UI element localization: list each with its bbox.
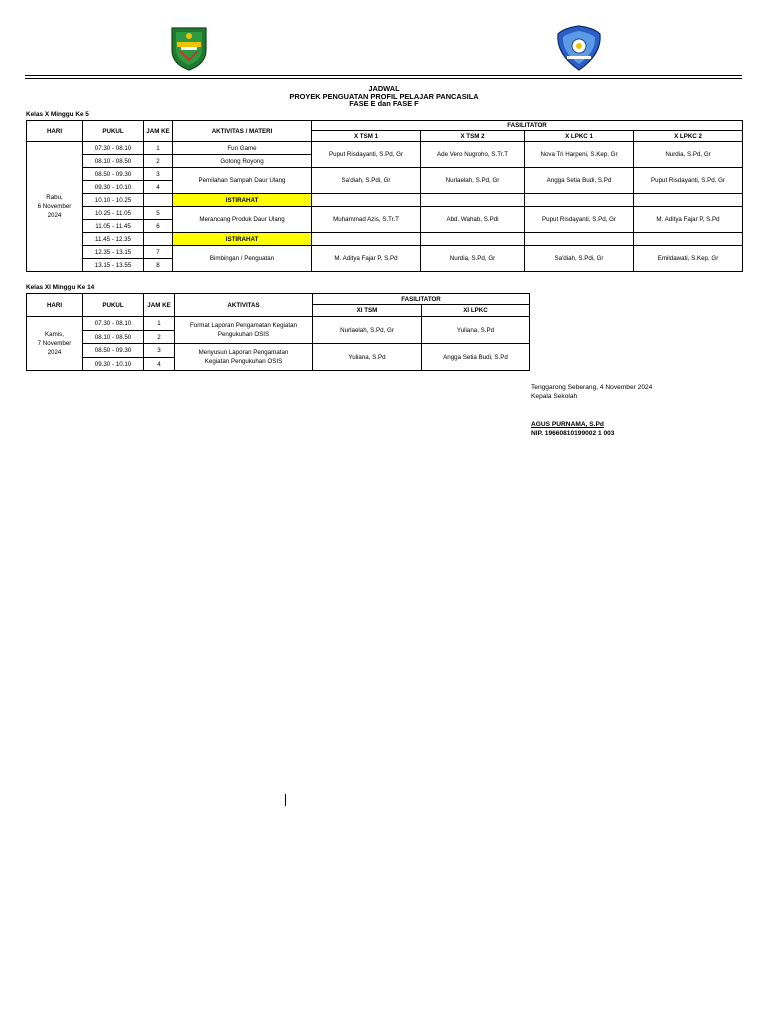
empty-cell bbox=[312, 233, 421, 246]
facilitator-cell: Yuliana, S.Pd bbox=[313, 344, 422, 371]
schedule-table-xi bbox=[26, 293, 530, 371]
header-aktivitas: AKTIVITAS / MATERI bbox=[173, 121, 312, 142]
jam-cell: 5 bbox=[144, 207, 173, 220]
facilitator-cell: Sa'diah, S.Pdi, Gr bbox=[525, 246, 634, 272]
jam-cell: 2 bbox=[144, 155, 173, 168]
provincial-emblem-icon bbox=[166, 24, 212, 72]
header-fasilitator: FASILITATOR bbox=[313, 294, 530, 305]
header-class: XI LPKC bbox=[422, 305, 530, 317]
header-pukul: PUKUL bbox=[83, 121, 144, 142]
empty-cell bbox=[525, 233, 634, 246]
facilitator-cell: Ade Vero Nugroho, S.Tr.T bbox=[421, 142, 525, 168]
time-cell: 09.30 - 10.10 bbox=[83, 181, 144, 194]
signature-place-date: Tenggarong Seberang, 4 November 2024 bbox=[531, 384, 653, 391]
empty-cell bbox=[634, 233, 743, 246]
activity-cell: Pemilahan Sampah Daur Ulang bbox=[173, 168, 312, 194]
time-cell: 08.10 - 08.50 bbox=[83, 155, 144, 168]
time-cell: 13.15 - 13.55 bbox=[83, 259, 144, 272]
time-cell: 09.30 - 10.10 bbox=[83, 358, 144, 371]
empty-cell bbox=[634, 194, 743, 207]
section2-label: Kelas XI Minggu Ke 14 bbox=[26, 284, 95, 291]
facilitator-cell: Angga Setia Budi, S.Pd bbox=[525, 168, 634, 194]
facilitator-cell: Abd. Wahab, S.Pdi bbox=[421, 207, 525, 233]
jam-cell: 3 bbox=[144, 168, 173, 181]
header-class: X LPKC 1 bbox=[525, 131, 634, 142]
header-pukul: PUKUL bbox=[83, 294, 144, 317]
facilitator-cell: Puput Risdayanti, S.Pd, Gr bbox=[525, 207, 634, 233]
jam-cell: 3 bbox=[144, 344, 175, 358]
school-emblem-icon bbox=[554, 24, 604, 72]
facilitator-cell: M. Aditya Fajar P, S.Pd bbox=[634, 207, 743, 233]
time-cell: 10.10 - 10.25 bbox=[83, 194, 144, 207]
document-subtitle: PROYEK PENGUATAN PROFIL PELAJAR PANCASILA bbox=[289, 91, 479, 101]
facilitator-cell: Emildawati, S.Kep, Gr bbox=[634, 246, 743, 272]
empty-cell bbox=[421, 194, 525, 207]
header-rule-thick bbox=[25, 75, 742, 76]
header-class: X TSM 1 bbox=[312, 131, 421, 142]
jam-cell bbox=[144, 233, 173, 246]
header-jam-ke: JAM KE bbox=[144, 294, 175, 317]
facilitator-cell: Sa'diah, S.Pdi, Gr bbox=[312, 168, 421, 194]
text-cursor bbox=[285, 794, 286, 806]
header-hari: HARI bbox=[27, 121, 83, 142]
jam-cell: 4 bbox=[144, 181, 173, 194]
time-cell: 08.50 - 09.30 bbox=[83, 344, 144, 358]
facilitator-cell: Yuliana, S.Pd bbox=[422, 317, 530, 344]
time-cell: 11.05 - 11.45 bbox=[83, 220, 144, 233]
time-cell: 08.50 - 09.30 bbox=[83, 168, 144, 181]
time-cell: 07.30 - 08.10 bbox=[83, 142, 144, 155]
activity-cell: Merancang Produk Daur Ulang bbox=[173, 207, 312, 233]
break-cell: ISTIRAHAT bbox=[173, 233, 312, 246]
activity-cell: Bimbingan / Penguatan bbox=[173, 246, 312, 272]
activity-cell: Menyusun Laporan Pengamatan Kegiatan Pengukuhan OSIS bbox=[175, 344, 313, 371]
facilitator-cell: Nurlaelah, S.Pd, Gr bbox=[313, 317, 422, 344]
header-fasilitator: FASILITATOR bbox=[312, 121, 743, 131]
jam-cell: 1 bbox=[144, 142, 173, 155]
signature-block bbox=[531, 383, 652, 401]
facilitator-cell: Nurlaelah, S.Pd, Gr bbox=[421, 168, 525, 194]
empty-cell bbox=[525, 194, 634, 207]
document-phase: FASE E dan FASE F bbox=[349, 99, 419, 109]
signature-name: AGUS PURNAMA, S.Pd bbox=[531, 421, 604, 428]
jam-cell: 2 bbox=[144, 331, 175, 344]
jam-cell: 7 bbox=[144, 246, 173, 259]
signature-position: Kepala Sekolah bbox=[531, 393, 578, 400]
time-cell: 07.30 - 08.10 bbox=[83, 317, 144, 331]
header-class: X TSM 2 bbox=[421, 131, 525, 142]
day-cell: Rabu, 6 November 2024 bbox=[27, 142, 83, 272]
activity-cell: Format Laporan Pengamatan Kegiatan Pengukuhan OSIS bbox=[175, 317, 313, 344]
empty-cell bbox=[312, 194, 421, 207]
header-rule-thin bbox=[25, 78, 742, 79]
jam-cell: 1 bbox=[144, 317, 175, 331]
header-jam-ke: JAM KE bbox=[144, 121, 173, 142]
activity-cell: Fun Game bbox=[173, 142, 312, 155]
header-hari: HARI bbox=[27, 294, 83, 317]
facilitator-cell: M. Aditya Fajar P, S.Pd bbox=[312, 246, 421, 272]
facilitator-cell: Nurdia, S.Pd, Gr bbox=[421, 246, 525, 272]
jam-cell bbox=[144, 194, 173, 207]
facilitator-cell: Angga Setia Budi, S.Pd bbox=[422, 344, 530, 371]
empty-cell bbox=[421, 233, 525, 246]
time-cell: 10.25 - 11.05 bbox=[83, 207, 144, 220]
header-class: XI TSM bbox=[313, 305, 422, 317]
document-title: JADWAL bbox=[368, 84, 400, 93]
facilitator-cell: Nurdia, S.Pd, Gr bbox=[634, 142, 743, 168]
signature-nip: NIP. 19660810199002 1 003 bbox=[531, 430, 615, 437]
section1-label: Kelas X Minggu Ke 5 bbox=[26, 111, 89, 118]
time-cell: 11.45 - 12.35 bbox=[83, 233, 144, 246]
jam-cell: 4 bbox=[144, 358, 175, 371]
header-aktivitas: AKTIVITAS bbox=[175, 294, 313, 317]
header-class: X LPKC 2 bbox=[634, 131, 743, 142]
jam-cell: 6 bbox=[144, 220, 173, 233]
facilitator-cell: Muhammad Azis, S.Tr.T bbox=[312, 207, 421, 233]
facilitator-cell: Puput Risdayanti, S.Pd, Gr bbox=[634, 168, 743, 194]
day-cell: Kamis, 7 November 2024 bbox=[27, 317, 83, 371]
facilitator-cell: Puput Risdayanti, S.Pd, Gr bbox=[312, 142, 421, 168]
signature-name-block bbox=[531, 420, 614, 438]
time-cell: 12.35 - 13.15 bbox=[83, 246, 144, 259]
activity-cell: Gotong Royong bbox=[173, 155, 312, 168]
jam-cell: 8 bbox=[144, 259, 173, 272]
schedule-table-x bbox=[26, 120, 743, 272]
break-cell: ISTIRAHAT bbox=[173, 194, 312, 207]
facilitator-cell: Nova Tri Harpeni, S.Kep, Gr bbox=[525, 142, 634, 168]
time-cell: 08.10 - 08.50 bbox=[83, 331, 144, 344]
document-title-block bbox=[0, 85, 768, 108]
